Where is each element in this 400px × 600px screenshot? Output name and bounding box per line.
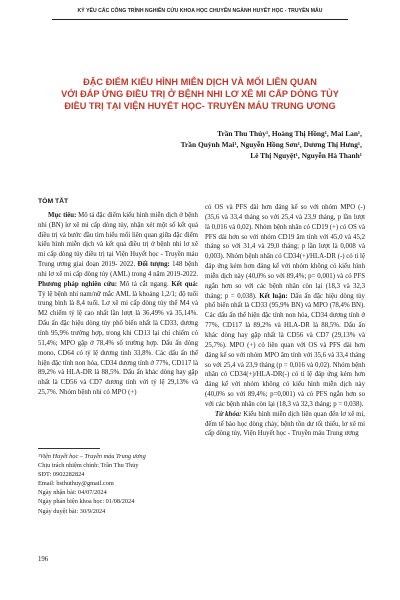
- footnote-rule: [38, 448, 100, 449]
- author-list: [62, 128, 362, 162]
- title-line-3: ĐIỀU TRỊ TẠI VIỆN HUYẾT HỌC- TRUYỀN MÁU TRUNG ƯƠNG: [64, 101, 336, 111]
- header-rule: [52, 19, 348, 20]
- subjects-text: 148 bệnh nhi lơ xê mi cấp dòng tủy (AML) trong 4 năm 2019-2022.: [38, 261, 198, 278]
- results-label: Kết quả:: [171, 280, 199, 288]
- subjects-label: Đối tượng:: [137, 261, 170, 269]
- footnote-review-date: Ngày phản biện khoa học: 01/08/2024: [38, 498, 135, 506]
- running-head: KỶ YẾU CÁC CÔNG TRÌNH NGHIÊN CỨU KHOA HỌC CHUYÊN NGÀNH HUYẾT HỌC - TRUYỀN MÁU: [77, 8, 323, 14]
- conclusion-text: Dấu ấn đặc hiệu dòng tủy phổ biến nhất là CD33 (95,9% BN) và MPO (78,4% BN). Các dấu ấn thể hiện đặc tính non hóa, CD34 dương tính ở 77%, CD117 là 89,2% và HLA-DR là 88,5%. Dấu ấn khác dòng hay gặp nhất là CD56 và CD7 (29,13% và 25,7%). MPO (+) có liên quan với OS và PFS dài hơn đáng kể so với nhóm MPO âm tính với 35,6 và 33,4 tháng so với 25,4 và 23,9 tháng (p = 0,016 và 0,02). Nhóm bệnh nhân có CD34(+)/HLA-DR(-) có tỉ lệ đáp ứng kém hơn đáng kể với nhóm không có kiểu hình miễn dịch này (40,0% so với 89,4%; p=0,001) và có PFS ngắn hơn so với các bệnh nhân còn lại (18,3 và 32,3 tháng; p = 0,038).: [205, 292, 365, 408]
- author-line-2: Trần Quỳnh Mai¹, Nguyễn Hồng Sơn¹, Dương Thị Hưng¹,: [180, 140, 362, 150]
- results-continued-text: có OS và PFS dài hơn đáng kể so với nhóm MPO (-) (35,6 và 33,4 tháng so với 25,4 và 23,9 tháng, p lần lượt là 0,016 và 0,02). Nhóm bệnh nhân có CD19 (+) có OS và PFS dài hơn so với nhóm CD19 âm tính với 45,0 và 45,2 tháng so với 31,4 và 29,0 tháng; p lần lượt là 0,008 và 0,003). Nhóm bệnh nhân có CD34(+)/HLA-DR (-) có tỉ lệ đáp ứng kém hơn đáng kể với nhóm không có kiểu hình miễn dịch này (40,0% so với 89,4%; p= 0,001) và có PFS ngắn hơn so với các bệnh nhân còn lại (18,3 và 32,3 tháng; p = 0,038).: [205, 204, 365, 300]
- author-line-1: Trần Thu Thủy¹, Hoàng Thị Hồng¹, Mai Lan¹,: [217, 129, 362, 138]
- footnote-phone: SĐT: 0902282824: [38, 471, 85, 479]
- abstract-right-column: [205, 203, 365, 439]
- objective-text: Mô tả đặc điểm kiểu hình miễn dịch ở bệnh nhi (BN) lơ xê mi cấp dòng tủy, nhận xét một số kết quả điều trị và bước đầu tìm hiểu mối liên quan giữa đặc điểm kiểu hình miễn dịch và kết quả điều trị ở bệnh nhi lơ xê mi cấp dòng tủy điều trị tại Viện Huyết học - Truyền máu Trung ương giai đoạn 2019- 2022.: [38, 211, 198, 269]
- footnote-email: Email: bsthuthuy@gmail.com: [38, 480, 114, 488]
- keywords-paragraph: [205, 410, 365, 440]
- title-line-2: VỚI ĐÁP ỨNG ĐIỀU TRỊ Ở BỆNH NHI LƠ XÊ MI CẤP DÒNG TỦY: [61, 89, 339, 99]
- abstract-left-column: [38, 197, 198, 398]
- page-number: 196: [38, 556, 49, 563]
- abstract-heading: TÓM TẮT: [38, 198, 69, 205]
- footnote-affiliation: ¹Viện Huyết học – Truyền máu Trung ương: [38, 453, 146, 460]
- author-line-3: Lê Thị Nguyệt¹, Nguyễn Hà Thanh¹: [250, 151, 362, 161]
- article-title: [20, 76, 380, 112]
- results-continued: [205, 203, 365, 410]
- footnote-received-date: Ngày nhận bài: 04/07/2024: [38, 489, 107, 497]
- keywords-label: Từ khóa:: [215, 410, 242, 418]
- abstract-paragraph: [38, 211, 198, 398]
- footnote-corresponding-author: Chịu trách nhiệm chính: Trần Thu Thủy: [38, 462, 139, 470]
- title-line-1: ĐẶC ĐIỂM KIỂU HÌNH MIỄN DỊCH VÀ MỐI LIÊN QUAN: [83, 77, 317, 87]
- footnotes: [38, 452, 203, 516]
- results-text: Tỷ lệ bệnh nhi nam/nữ mắc AML là khoảng 1,2/1; độ tuổi trung bình là 8,4 tuổi. Lơ xê mi cấp dòng tủy thể M4 và M2 chiếm tỷ lệ cao nhất lần lượt là 36,49% và 35,14%. Dấu ấn đặc hiệu dòng tủy phổ biến nhất là CD33, dương tính 95,9% trường hợp, trong khi CD13 lại chỉ chiếm có 51,4%; MPO gặp ở 78,4% số trường hợp. Dấu ấn dòng mono, CD64 có tỷ lệ dương tính 33,8%. Các dấu ấn thể hiện đặc tính non hóa, CD34 dương tính ở 77%, CD117 là 89,2% và HLA-DR là 88,5%. Dấu ấn khác dòng hay gặp nhất là CD56 và CD7 dương tính với tỷ lệ 29,13% và 25,7%. Nhóm bệnh nhi có MPO (+): [38, 290, 198, 397]
- methods-label: Phương pháp nghiên cứu:: [38, 280, 118, 288]
- conclusion-label: Kết luận:: [259, 292, 288, 300]
- objective-label: Mục tiêu:: [48, 211, 77, 219]
- keywords-text: Kiểu hình miễn dịch liên quan đến lơ xê mi, đếm tế bào học dòng chảy, bệnh tồn dư tối thiểu, lơ xê mi cấp dòng tủy, Viện Huyết học - Truyền máu Trung ương: [205, 410, 366, 438]
- footnote-accepted-date: Ngày duyệt bài: 30/9/2024: [38, 507, 106, 515]
- methods-text: Mô tả cắt ngang.: [119, 280, 169, 288]
